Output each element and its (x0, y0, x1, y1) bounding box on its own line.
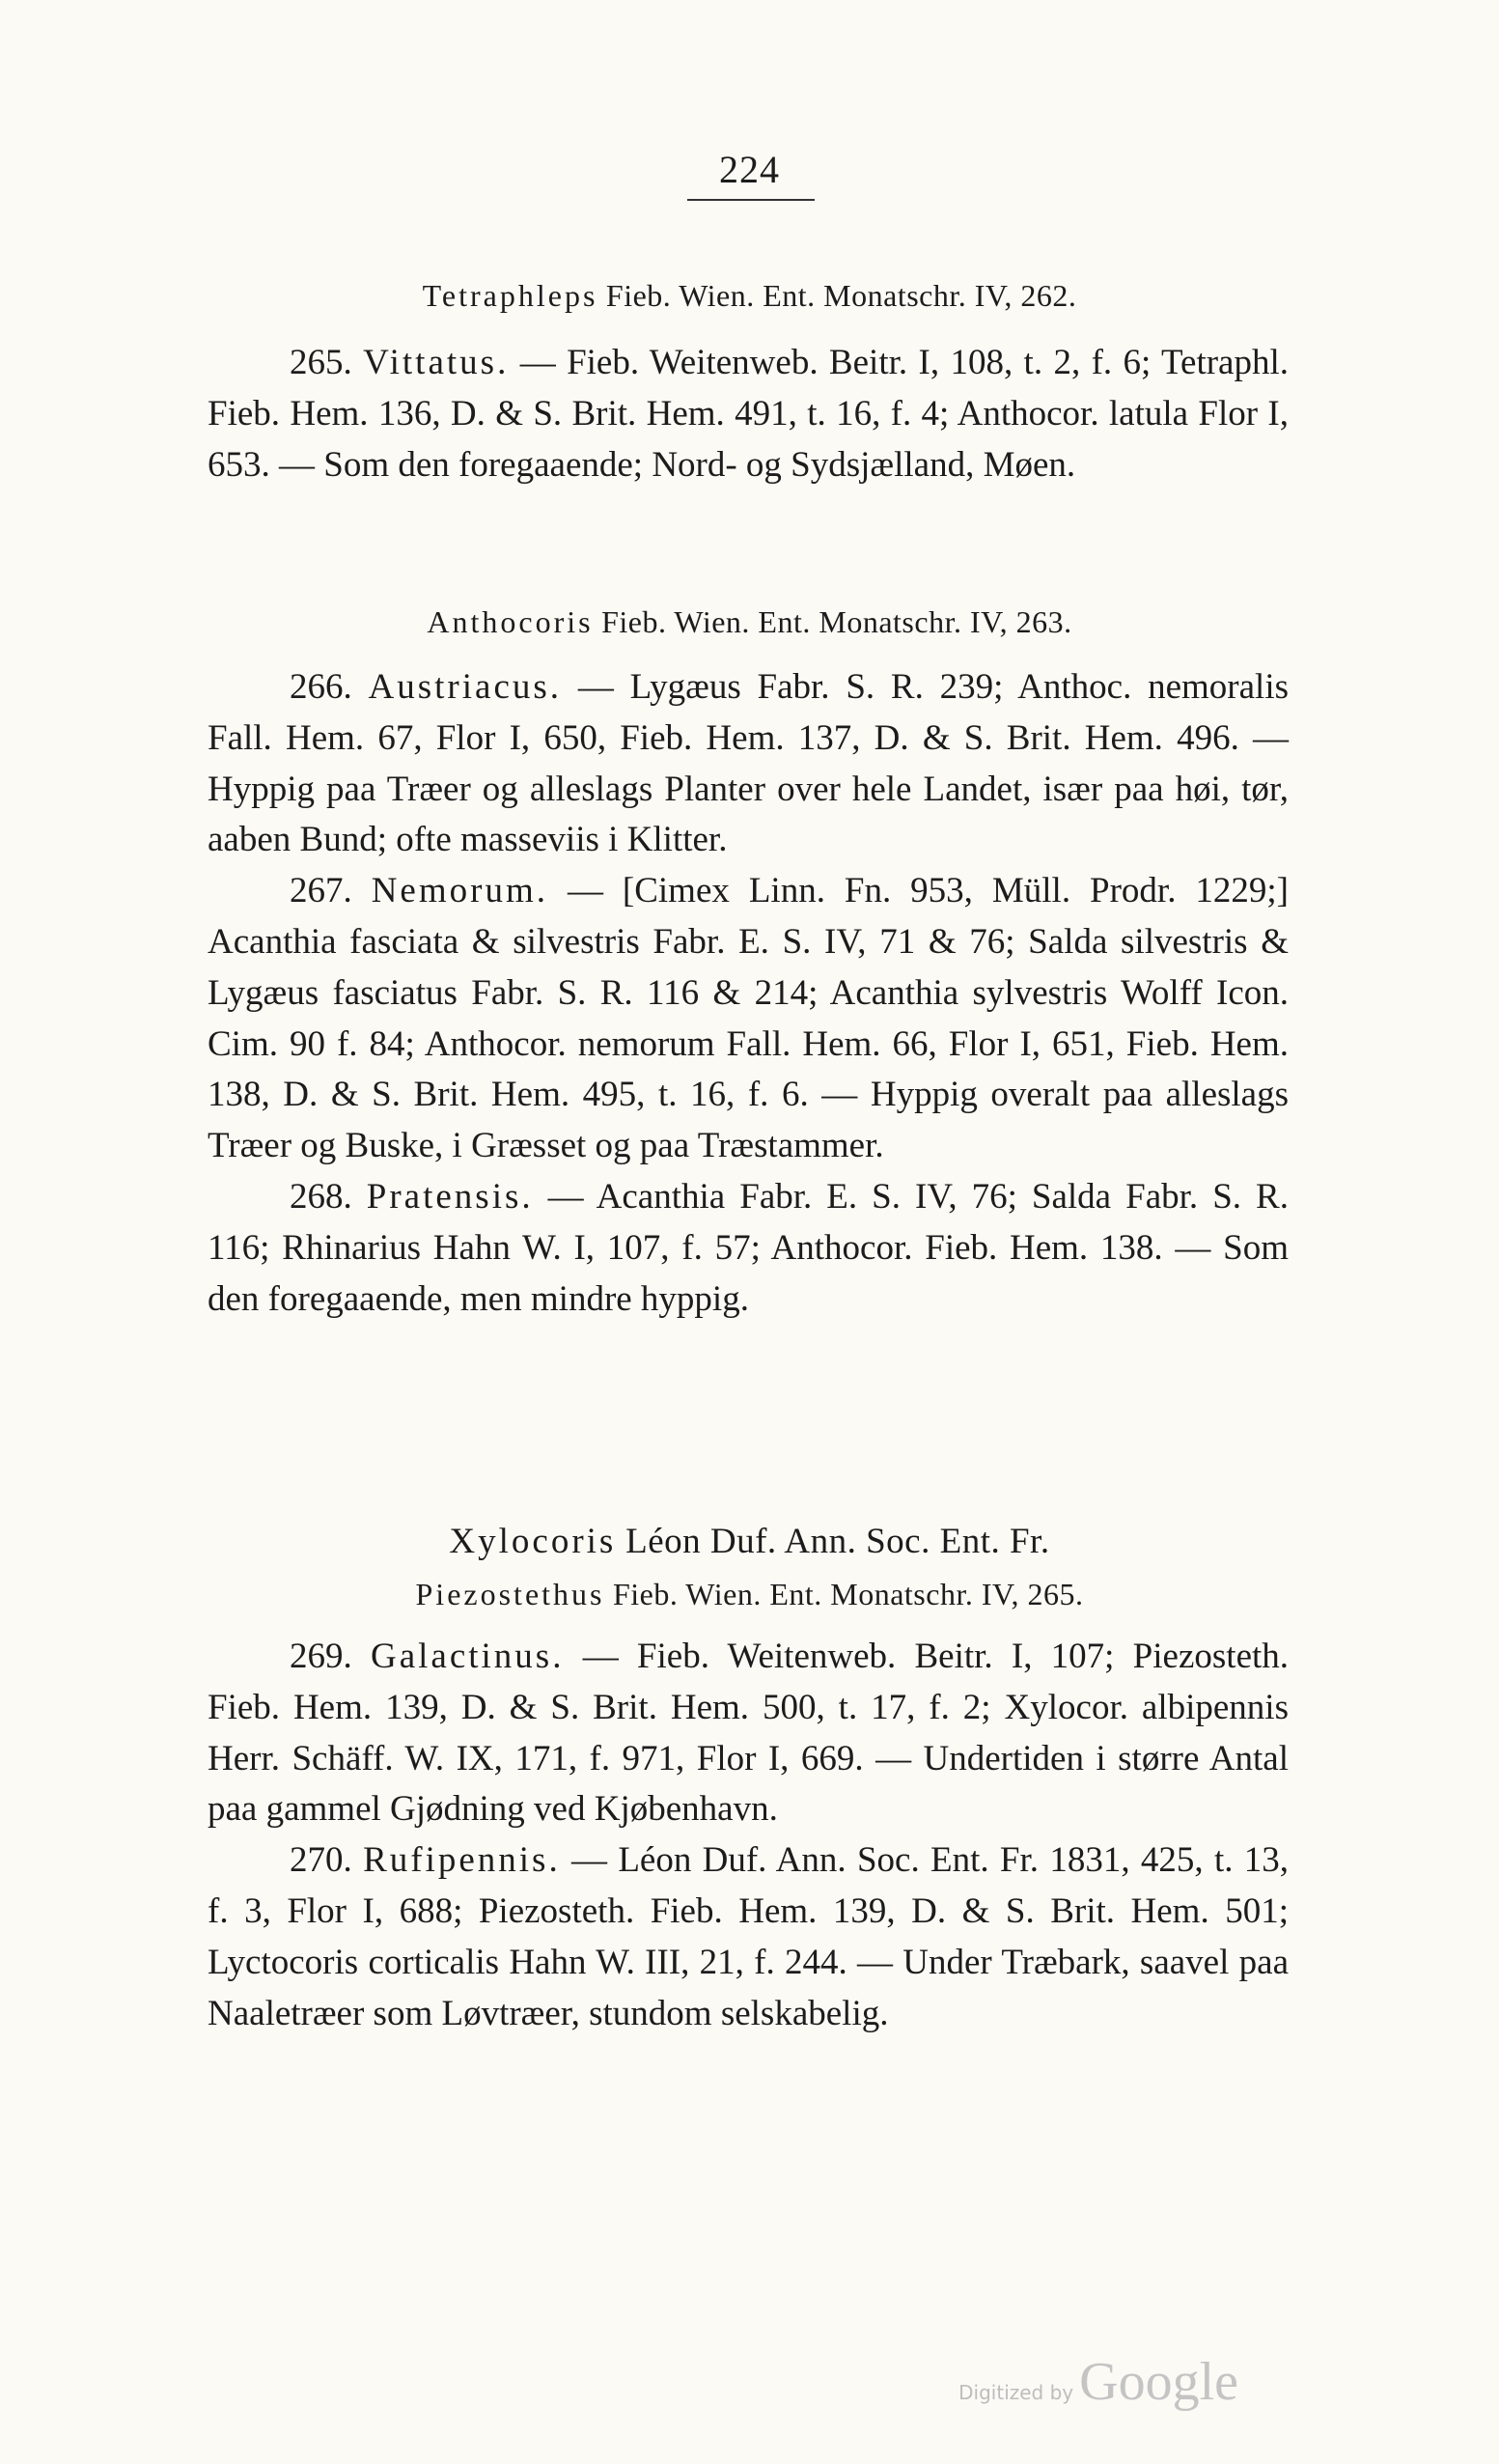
entry-268 (208, 1172, 1289, 1325)
entry-number: 267. (290, 871, 352, 911)
species-name: Vittatus. (363, 343, 510, 382)
entries-anthocoris (208, 662, 1289, 1325)
genus-name: Anthocoris (427, 604, 594, 639)
entry-number: 270. (290, 1840, 352, 1881)
genus-heading-xylocoris (0, 1521, 1499, 1562)
entry-number: 265. (290, 343, 352, 382)
entry-266 (208, 662, 1289, 866)
entry-265 (208, 338, 1289, 490)
species-name: Pratensis. (366, 1176, 534, 1217)
google-logo: Google (1079, 2352, 1238, 2412)
genus-citation: Fieb. Wien. Ent. Monatschr. IV, 262. (605, 278, 1077, 313)
entry-number: 268. (290, 1176, 352, 1217)
genus-name: Xylocoris (449, 1522, 617, 1561)
entry-number: 269. (290, 1637, 352, 1676)
species-name: Galactinus. (370, 1637, 565, 1676)
entry-text: — [Cimex Linn. Fn. 953, Müll. Prodr. 1229;] Acanthia fasciata & silvestris Fabr. E. S. IV, 71 & 76; Salda silvestris & Lygæus fasciatus Fabr. S. R. 116 & 214; Acanthia sylvestris Wolff Icon. Cim. 90 f. 84; Anthocor. nemorum Fall. Hem. 66, Flor I, 651, Fieb. Hem. 138, D. & S. Brit. Hem. 495, t. 16, f. 6. — Hyppig overalt paa alleslags Træer og Buske, i Græsset og paa Træstammer. (208, 871, 1290, 1166)
genus-citation: Fieb. Wien. Ent. Monatschr. IV, 263. (601, 604, 1072, 639)
entry-number: 266. (290, 667, 352, 707)
genus-heading-anthocoris (0, 604, 1499, 640)
entries-piezostethus (208, 1632, 1289, 2039)
genus-name: Tetraphleps (422, 278, 598, 313)
entry-text: — Acanthia Fabr. E. S. IV, 76; Salda Fabr. S. R. 116; Rhinarius Hahn W. I, 107, f. 57; Anthocor. Fieb. Hem. 138. — Som den foregaaende, men mindre hyppig. (208, 1176, 1289, 1319)
google-watermark (958, 2351, 1238, 2413)
entry-text: — Lygæus Fabr. S. R. 239; Anthoc. nemoralis Fall. Hem. 67, Flor I, 650, Fieb. Hem. 137, D. & S. Brit. Hem. 496. — Hyppig paa Træer og alleslags Planter over hele Landet, især paa høi, tør, aaben Bund; ofte masseviis i Klitter. (208, 667, 1289, 860)
entry-269 (208, 1632, 1289, 1835)
species-name: Rufipennis. (363, 1840, 561, 1881)
entry-270 (208, 1835, 1289, 2039)
entry-text: — Fieb. Weitenweb. Beitr. I, 108, t. 2, f. 6; Tetraphl. Fieb. Hem. 136, D. & S. Brit. Hem. 491, t. 16, f. 4; Anthocor. latula Flor I, 653. — Som den foregaaende; Nord- og Sydsjælland, Møen. (208, 343, 1289, 485)
genus-citation: Léon Duf. Ann. Soc. Ent. Fr. (625, 1522, 1050, 1561)
genus-heading-piezostethus (0, 1577, 1499, 1612)
digitized-by-label: Digitized by (958, 2381, 1074, 2404)
genus-heading-tetraphleps (0, 278, 1499, 314)
entry-text: — Léon Duf. Ann. Soc. Ent. Fr. 1831, 425, t. 13, f. 3, Flor I, 688; Piezosteth. Fieb. Hem. 139, D. & S. Brit. Hem. 501; Lyctocoris corticalis Hahn W. III, 21, f. 244. — Under Træbark, saavel paa Naaletræer som Løvtræer, stundom selskabelig. (208, 1840, 1290, 2033)
species-name: Nemorum. (371, 871, 548, 911)
genus-citation: Fieb. Wien. Ent. Monatschr. IV, 265. (612, 1577, 1084, 1611)
page-number-rule (687, 199, 815, 201)
genus-name: Piezostethus (415, 1577, 605, 1611)
page-number: 224 (719, 148, 780, 191)
entry-text: — Fieb. Weitenweb. Beitr. I, 107; Piezosteth. Fieb. Hem. 139, D. & S. Brit. Hem. 500, t. 17, f. 2; Xylocor. albipennis Herr. Schäff. W. IX, 171, f. 971, Flor I, 669. — Undertiden i større Antal paa gammel Gjødning ved Kjøbenhavn. (208, 1637, 1290, 1830)
entry-267 (208, 866, 1289, 1172)
species-name: Austriacus. (368, 667, 563, 707)
